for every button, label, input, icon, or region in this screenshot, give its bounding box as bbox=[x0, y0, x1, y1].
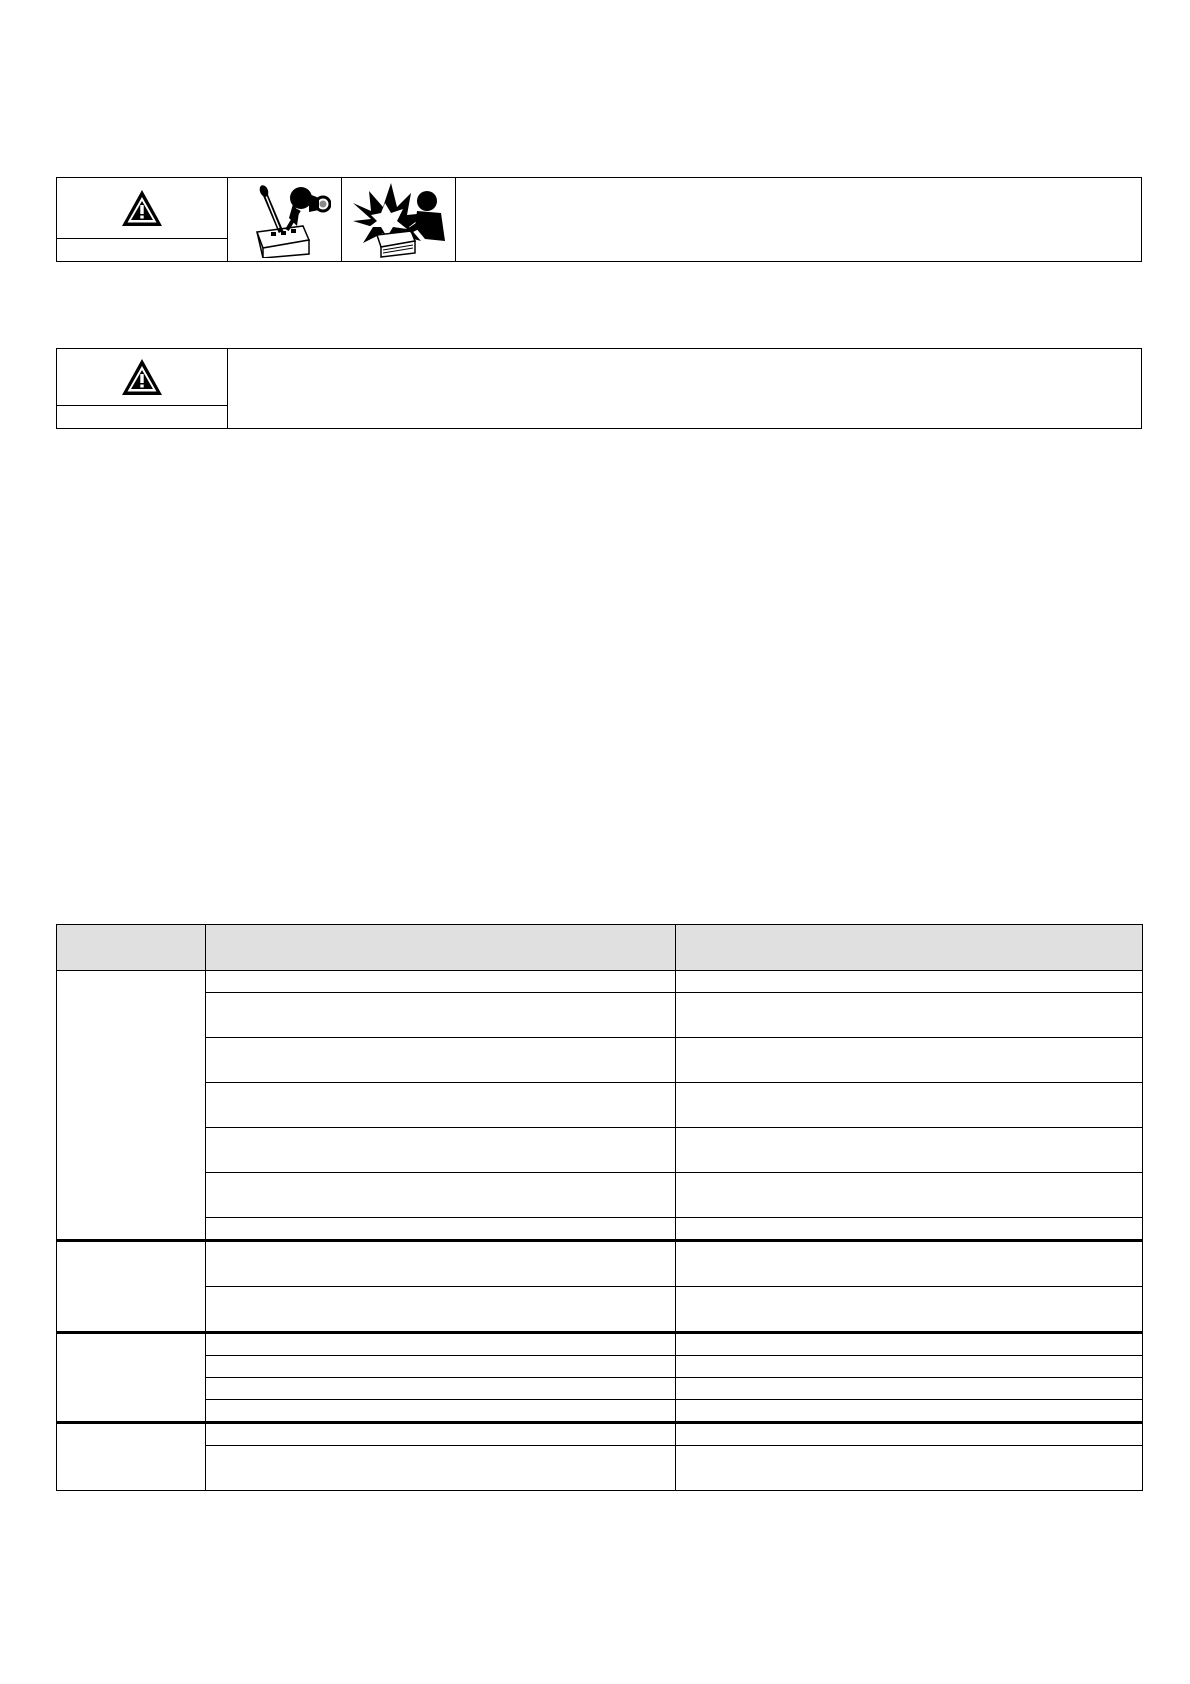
warning-text bbox=[456, 178, 1141, 261]
table-row bbox=[57, 1083, 1143, 1128]
battery-acid-pictogram-cell bbox=[228, 178, 342, 261]
table-cell bbox=[206, 1378, 676, 1400]
table-cell bbox=[206, 1400, 676, 1423]
table-row bbox=[57, 1446, 1143, 1491]
table-cell bbox=[206, 971, 676, 993]
warning-triangle-icon bbox=[120, 188, 164, 228]
table-row bbox=[57, 1378, 1143, 1400]
table-cell bbox=[676, 1400, 1143, 1423]
table-cell bbox=[676, 971, 1143, 993]
table-row bbox=[57, 1400, 1143, 1423]
table-row bbox=[57, 1038, 1143, 1083]
header-notes bbox=[676, 925, 1143, 971]
warning-symbol-cell bbox=[57, 349, 228, 428]
table-cell bbox=[676, 1241, 1143, 1287]
table-cell bbox=[206, 1356, 676, 1378]
table-cell bbox=[206, 1423, 676, 1446]
battery-explosion-pictogram-cell bbox=[342, 178, 456, 261]
signal-word bbox=[57, 238, 227, 261]
header-task bbox=[206, 925, 676, 971]
maintenance-table bbox=[56, 924, 1143, 1491]
table-row bbox=[57, 1287, 1143, 1333]
table-cell bbox=[206, 1128, 676, 1173]
group-label bbox=[57, 1423, 206, 1491]
signal-word bbox=[57, 405, 227, 428]
battery-warning-box bbox=[56, 177, 1142, 262]
table-row bbox=[57, 1218, 1143, 1241]
table-row bbox=[57, 993, 1143, 1038]
table-row bbox=[57, 1356, 1143, 1378]
table-cell bbox=[676, 1173, 1143, 1218]
table-row bbox=[57, 1423, 1143, 1446]
table-cell bbox=[676, 1378, 1143, 1400]
battery-acid-hazard-icon bbox=[239, 182, 331, 258]
table-cell bbox=[206, 1173, 676, 1218]
table-cell bbox=[206, 1241, 676, 1287]
table-cell bbox=[676, 1038, 1143, 1083]
warning-symbol-cell bbox=[57, 178, 228, 261]
table-cell bbox=[206, 1083, 676, 1128]
table-row bbox=[57, 1241, 1143, 1287]
group-label bbox=[57, 971, 206, 1241]
table-cell bbox=[206, 1446, 676, 1491]
table-cell bbox=[206, 1218, 676, 1241]
general-warning-box bbox=[56, 348, 1142, 429]
table-row bbox=[57, 1173, 1143, 1218]
table-cell bbox=[676, 993, 1143, 1038]
table-cell bbox=[206, 993, 676, 1038]
warning-triangle-icon bbox=[120, 357, 164, 397]
table-cell bbox=[206, 1333, 676, 1356]
table-cell bbox=[206, 1038, 676, 1083]
table-cell bbox=[676, 1446, 1143, 1491]
table-cell bbox=[676, 1423, 1143, 1446]
table-cell bbox=[676, 1218, 1143, 1241]
battery-explosion-hazard-icon bbox=[349, 181, 449, 259]
table-header-row bbox=[57, 925, 1143, 971]
group-label bbox=[57, 1333, 206, 1423]
table-row bbox=[57, 1128, 1143, 1173]
group-label bbox=[57, 1241, 206, 1333]
table-cell bbox=[676, 1333, 1143, 1356]
table-cell bbox=[676, 1128, 1143, 1173]
table-cell bbox=[676, 1287, 1143, 1333]
table-cell bbox=[206, 1287, 676, 1333]
warning-text bbox=[228, 349, 1141, 428]
header-interval bbox=[57, 925, 206, 971]
table-row bbox=[57, 971, 1143, 993]
table-cell bbox=[676, 1083, 1143, 1128]
table-cell bbox=[676, 1356, 1143, 1378]
table-row bbox=[57, 1333, 1143, 1356]
